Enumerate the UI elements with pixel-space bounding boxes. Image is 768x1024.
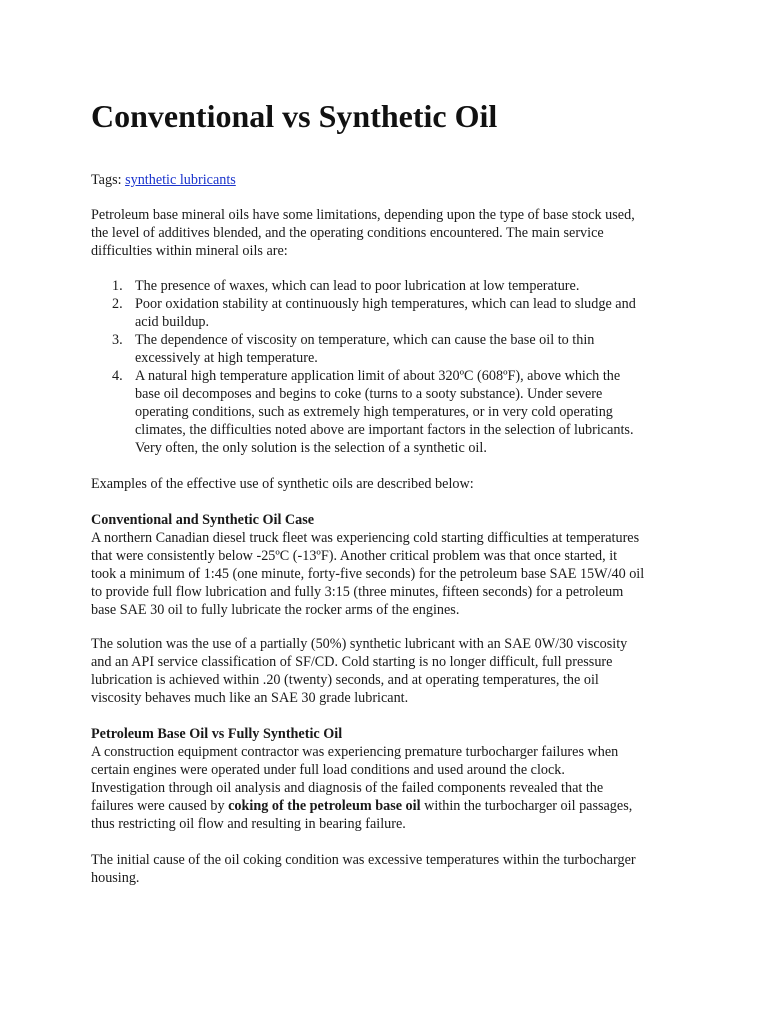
list-line: Poor oxidation stability at continuously high temperatures, which can lead to sludge and [135,296,636,312]
case2-line: certain engines were operated under full load conditions and used around the clock. [91,762,565,778]
case2-line4-post: within the turbocharger oil passages, [420,798,633,814]
case2-line: thus restricting oil flow and resulting in bearing failure. [91,816,406,832]
list-number: 4. [112,368,123,384]
case1-line: that were consistently below -25ºC (-13ºF). Another critical problem was that once started, it [91,548,618,564]
list-number: 2. [112,296,123,312]
case1-line: A northern Canadian diesel truck fleet was experiencing cold starting difficulties at temperatures [91,530,640,546]
case2-heading: Petroleum Base Oil vs Fully Synthetic Oil [91,726,343,742]
case1-line: base SAE 30 oil to fully lubricate the rocker arms of the engines. [91,602,460,618]
list-line: base oil decomposes and begins to coke (turns to a sooty substance). Under severe [135,386,603,402]
case2-line4-pre: failures were caused by [91,798,229,814]
intro-paragraph [91,206,681,260]
case2-line: A construction equipment contractor was experiencing premature turbocharger failures when [91,744,619,760]
list-item [91,331,681,367]
tags-label: Tags: [91,172,122,188]
tag-link-synthetic-lubricants[interactable]: synthetic lubricants [125,172,236,188]
difficulties-list [91,277,681,457]
page-title: Conventional vs Synthetic Oil [91,98,498,134]
case1-heading: Conventional and Synthetic Oil Case [91,512,315,528]
intro-line: difficulties within mineral oils are: [91,243,288,259]
case1-solution-line: lubrication is achieved within .20 (twenty) seconds, and at operating temperatures, the oil [91,672,599,688]
list-line: The presence of waxes, which can lead to poor lubrication at low temperature. [135,278,580,294]
list-line: operating conditions, such as extremely high temperatures, or in very cold operating [135,404,613,420]
case2-line [91,797,681,815]
case2-section [91,725,681,833]
list-item [91,277,681,295]
list-line: The dependence of viscosity on temperature, which can cause the base oil to thin [135,332,595,348]
tags-line [91,171,236,189]
case1-solution-line: The solution was the use of a partially (50%) synthetic lubricant with an SAE 0W/30 viscosity [91,636,628,652]
case1-solution-paragraph [91,635,681,707]
list-item [91,295,681,331]
case1-section [91,511,681,619]
list-item [91,367,681,457]
intro-line: Petroleum base mineral oils have some limitations, depending upon the type of base stock used, [91,207,635,223]
case2-emphasis: coking of the petroleum base oil [228,798,421,814]
examples-intro [91,475,681,493]
list-line: acid buildup. [135,314,210,330]
case1-line: took a minimum of 1:45 (one minute, forty-five seconds) for the petroleum base SAE 15W/40 oil [91,566,645,582]
examples-intro-text: Examples of the effective use of synthetic oils are described below: [91,476,474,492]
case1-line: to provide full flow lubrication and fully 3:15 (three minutes, fifteen seconds) for a petroleum [91,584,624,600]
list-line: climates, the difficulties noted above are important factors in the selection of lubricants. [135,422,634,438]
case1-solution-line: and an API service classification of SF/CD. Cold starting is no longer difficult, full pressure [91,654,613,670]
list-line: A natural high temperature application limit of about 320ºC (608ºF), above which the [135,368,621,384]
list-number: 3. [112,332,123,348]
case2-cause-line: housing. [91,870,140,886]
list-number: 1. [112,278,123,294]
list-line: excessively at high temperature. [135,350,318,366]
case2-cause-paragraph [91,851,681,887]
list-line: Very often, the only solution is the selection of a synthetic oil. [135,440,487,456]
intro-line: the level of additives blended, and the operating conditions encountered. The main service [91,225,604,241]
case2-line: Investigation through oil analysis and diagnosis of the failed components revealed that the [91,780,604,796]
case1-solution-line: viscosity behaves much like an SAE 30 grade lubricant. [91,690,409,706]
case2-cause-line: The initial cause of the oil coking condition was excessive temperatures within the turbocharger [91,852,636,868]
